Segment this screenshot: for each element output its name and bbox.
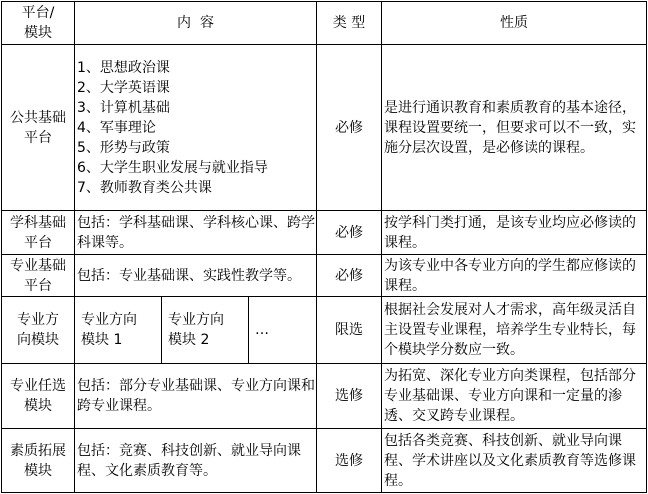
row-name: 素质拓展 模块 [2, 429, 75, 493]
list-item: 4、军事理论 [77, 119, 156, 136]
sub-module-more: … [255, 322, 269, 338]
row-name: 学科基础 平台 [2, 211, 75, 255]
header-type: 类 型 [317, 2, 382, 45]
header-row [2, 2, 647, 45]
sub-module-2: 专业方向 模块 2 [162, 297, 249, 363]
row-name: 专业基础 平台 [2, 255, 75, 297]
list-item: 6、大学生职业发展与就业指导 [77, 159, 268, 176]
row-name: 专业任选 模块 [2, 364, 75, 429]
table-row [2, 211, 647, 255]
row-nature: 根据社会发展对人才需求，高年级灵活自主设置专业课程，培养学生专业特长，每个模块学分数应一致。 [382, 297, 647, 364]
row-type: 必修 [317, 45, 382, 211]
row-nature: 为该专业中各专业方向的学生都应修读的课程。 [382, 255, 647, 297]
list-item: 5、形势与政策 [77, 139, 170, 156]
header-platform: 平台/ 模块 [2, 2, 75, 45]
row-name: 公共基础 平台 [2, 45, 75, 211]
list-item: 7、教师教育类公共课 [77, 179, 212, 196]
header-nature: 性质 [382, 2, 647, 45]
row-content: 包括：部分专业基础课、专业方向课和跨专业课程。 [75, 364, 317, 429]
row-content: 包括：竞赛、科技创新、就业导向课程、文化素质教育等。 [75, 429, 317, 493]
row-content: 包括：专业基础课、实践性教学等。 [75, 255, 317, 297]
row-sub-modules [75, 297, 317, 364]
row-type: 选修 [317, 364, 382, 429]
row-content: 包括：学科基础课、学科核心课、跨学科课等。 [75, 211, 317, 255]
list-item: 1、思想政治课 [77, 59, 170, 76]
table-row [2, 45, 647, 211]
content-list [75, 45, 317, 211]
row-nature: 包括各类竞赛、科技创新、就业导向课程、学术讲座以及文化素质教育等选修课程。 [382, 429, 647, 493]
row-nature: 是进行通识教育和素质教育的基本途径，课程设置要统一，但要求可以不一致，实施分层次设置，是必修读的课程。 [382, 45, 647, 211]
header-content: 内 容 [75, 2, 317, 45]
divider [304, 492, 336, 493]
table-row [2, 364, 647, 429]
row-type: 必修 [317, 211, 382, 255]
table-row [2, 297, 647, 364]
row-name: 专业方 向模块 [2, 297, 75, 364]
table-row [2, 429, 647, 493]
row-type: 选修 [317, 429, 382, 493]
table-row [2, 255, 647, 297]
row-nature: 按学科门类打通，是该专业均应必修读的课程。 [382, 211, 647, 255]
row-nature: 为拓宽、深化专业方向类课程，包括部分专业基础课、专业方向课和一定量的渗透、交叉跨专业课程。 [382, 364, 647, 429]
curriculum-table [1, 1, 647, 493]
row-type: 必修 [317, 255, 382, 297]
row-type: 限选 [317, 297, 382, 364]
list-item: 3、计算机基础 [77, 99, 170, 116]
list-item: 2、大学英语课 [77, 79, 170, 96]
sub-module-1: 专业方向 模块 1 [75, 297, 162, 363]
